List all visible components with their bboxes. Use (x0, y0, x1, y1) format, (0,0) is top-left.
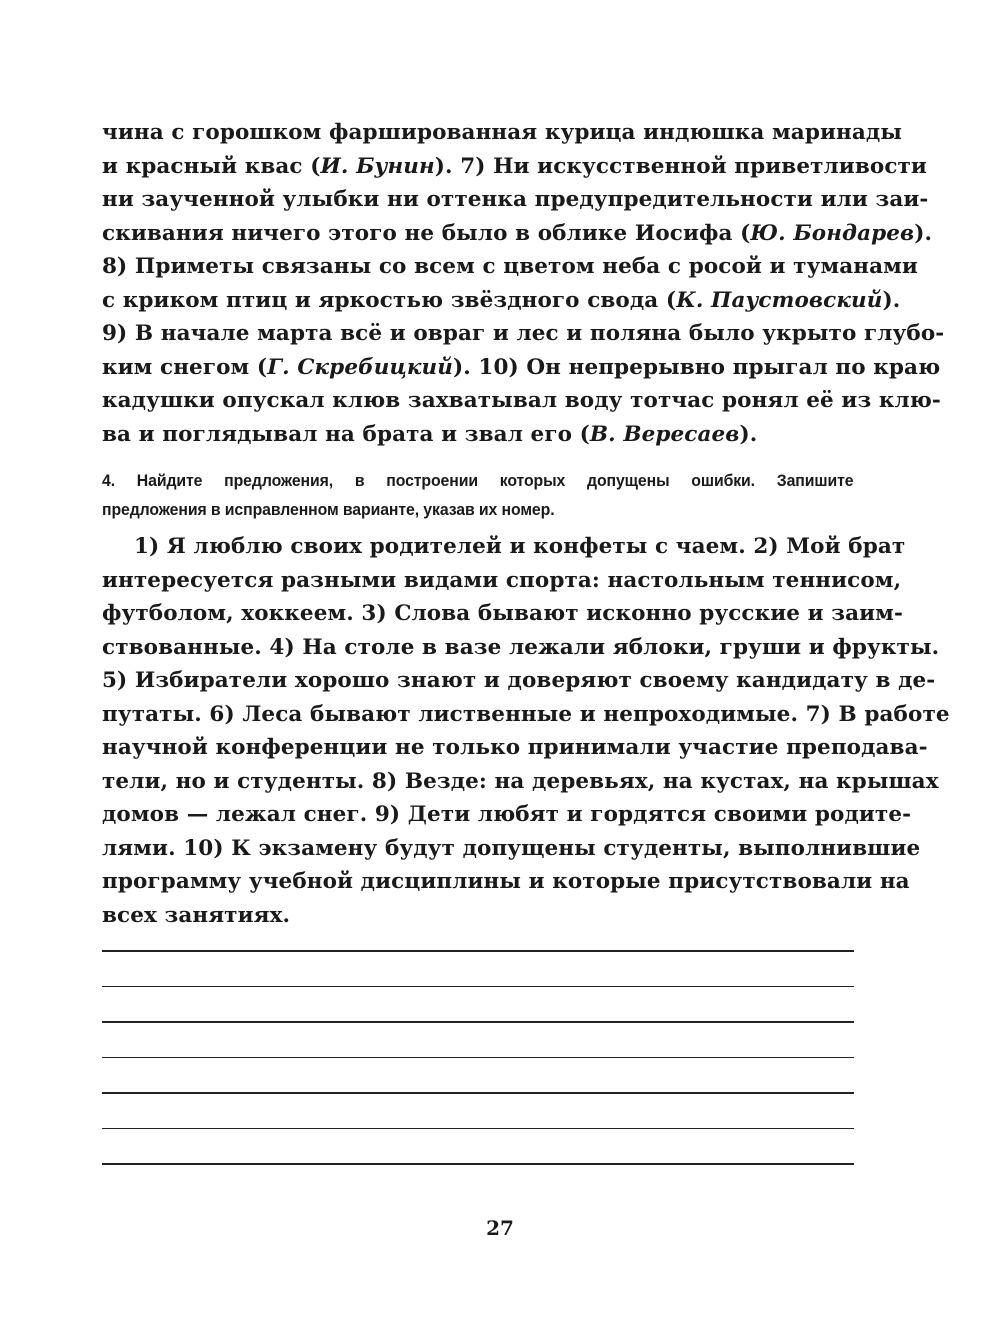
task-4-heading-line-2: предложения в исправленном варианте, указав их номер. (102, 500, 555, 519)
author-name: К. Паустовский (676, 287, 883, 313)
text-fragment: кадушки опускал клюв захватывал воду тотчас ронял её из клю- (102, 388, 941, 413)
sentence-line: интересуется разными видами спорта: настольным теннисом, (102, 567, 902, 593)
text-fragment: ). (882, 287, 901, 313)
text-fragment: ким снегом ( (102, 354, 268, 380)
text-line (102, 317, 945, 351)
task-4-heading-line-1: 4. Найдите предложения, в построении которых допущены ошибки. Запишите (102, 471, 854, 490)
text-line (102, 284, 901, 318)
text-line (102, 183, 929, 217)
sentence-line: домов — лежал снег. 9) Дети любят и гордятся своими родите- (102, 802, 912, 827)
author-name: И. Бунин (320, 153, 435, 179)
text-line (102, 116, 902, 150)
sentence-line: 5) Избиратели хорошо знают и доверяют своему кандидату в де- (102, 668, 936, 693)
text-fragment: ). 10) Он непрерывно прыгал по краю (452, 354, 941, 380)
answer-line (102, 1057, 854, 1059)
task-4-sentences (102, 530, 950, 932)
text-fragment: 8) Приметы связаны со всем с цветом неба с росой и туманами (102, 254, 918, 279)
text-line (102, 250, 918, 284)
sentence-line: тели, но и студенты. 8) Везде: на деревьях, на кустах, на крышах (102, 768, 939, 794)
answer-line (102, 1092, 854, 1094)
text-fragment: и красный квас ( (102, 153, 321, 179)
text-line (102, 217, 933, 251)
text-line (102, 418, 854, 452)
text-line (102, 384, 941, 418)
author-name: Ю. Бондарев (750, 220, 915, 246)
text-fragment: ни заученной улыбки ни оттенка предупредительности или заи- (102, 187, 929, 212)
sentence-line: путаты. 6) Леса бывают лиственные и непроходимые. 7) В работе (102, 701, 950, 727)
task-4-heading (102, 466, 854, 524)
text-fragment: с криком птиц и яркостью звёздного свода ( (102, 287, 677, 313)
sentence-line: лями. 10) К экзамену будут допущены студенты, выполнившие (102, 835, 921, 861)
sentence-line: программу учебной дисциплины и которые присутствовали на (102, 869, 910, 894)
text-fragment: чина с горошком фаршированная курица индюшка маринады (102, 120, 902, 145)
answer-line (102, 1163, 854, 1165)
author-name: Г. Скребицкий (267, 354, 453, 380)
answer-line (102, 1128, 854, 1130)
answer-line (102, 986, 854, 988)
exercise-3-continuation (102, 116, 945, 451)
sentence-line: всех занятиях. (102, 902, 291, 928)
text-fragment: скивания ничего этого не было в облике Иосифа ( (102, 220, 751, 246)
author-name: В. Вересаев (589, 421, 740, 447)
answer-line (102, 1021, 854, 1023)
sentence-line: 1) Я люблю своих родителей и конфеты с чаем. 2) Мой брат (134, 534, 906, 559)
text-fragment: ва и поглядывал на брата и звал его ( (102, 421, 590, 447)
sentence-line: ствованные. 4) На столе в вазе лежали яблоки, груши и фрукты. (102, 634, 940, 660)
text-fragment: 9) В начале марта всё и овраг и лес и поляна было укрыто глубо- (102, 321, 945, 346)
sentence-line: научной конференции не только принимали участие преподава- (102, 735, 928, 760)
text-line (102, 150, 927, 184)
text-line (102, 351, 941, 385)
text-fragment: ). (739, 421, 758, 447)
answer-writing-lines (102, 950, 854, 1199)
text-fragment: ). 7) Ни искусственной приветливости (434, 153, 927, 179)
answer-line (102, 950, 854, 952)
sentence-line: футболом, хоккеем. 3) Слова бывают исконно русские и заим- (102, 601, 903, 626)
text-fragment: ). (914, 220, 933, 246)
page-number: 27 (486, 1216, 514, 1240)
